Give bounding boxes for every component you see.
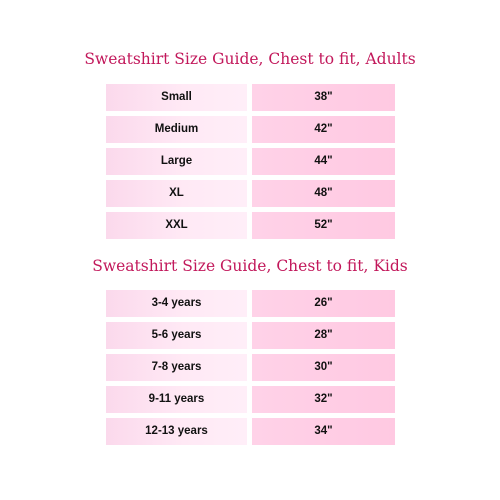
size-cell: Large [106, 148, 247, 175]
size-cell: Small [106, 84, 247, 111]
table-row [106, 386, 395, 413]
size-cell: XL [106, 180, 247, 207]
chest-cell: 28" [252, 322, 395, 349]
size-cell: 3-4 years [106, 290, 247, 317]
chest-cell: 32" [252, 386, 395, 413]
chest-cell: 48" [252, 180, 395, 207]
kids-size-guide-title: Sweatshirt Size Guide, Chest to fit, Kids [92, 257, 408, 275]
adults-size-guide-title: Sweatshirt Size Guide, Chest to fit, Adults [84, 50, 416, 68]
size-cell: XXL [106, 212, 247, 239]
adults-size-table [106, 84, 395, 244]
chest-cell: 42" [252, 116, 395, 143]
chest-cell: 34" [252, 418, 395, 445]
size-cell: Medium [106, 116, 247, 143]
kids-size-table [106, 290, 395, 450]
chest-cell: 30" [252, 354, 395, 381]
table-row [106, 212, 395, 239]
table-row [106, 418, 395, 445]
table-row [106, 116, 395, 143]
size-cell: 9-11 years [106, 386, 247, 413]
table-row [106, 322, 395, 349]
table-row [106, 180, 395, 207]
chest-cell: 26" [252, 290, 395, 317]
size-cell: 5-6 years [106, 322, 247, 349]
table-row [106, 148, 395, 175]
size-cell: 12-13 years [106, 418, 247, 445]
chest-cell: 44" [252, 148, 395, 175]
table-row [106, 354, 395, 381]
size-cell: 7-8 years [106, 354, 247, 381]
chest-cell: 52" [252, 212, 395, 239]
chest-cell: 38" [252, 84, 395, 111]
table-row [106, 290, 395, 317]
table-row [106, 84, 395, 111]
